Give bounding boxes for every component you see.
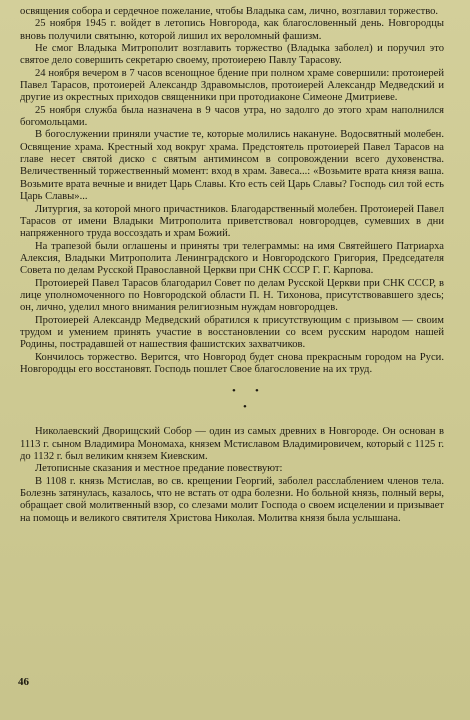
paragraph: Не смог Владыка Митрополит возглавить торжество (Владыка заболел) и поручил это святое дело совершить секретарю своему, протоиерею Павлу Тарасову. <box>20 43 444 67</box>
paragraph: 25 ноября служба была назначена в 9 часов утра, но задолго до этого храм наполнился богомольцами. <box>20 104 444 129</box>
paragraph: Протоиерей Александр Медведский обратился к присутствующим с призывом — своим трудом и умением принять участие в восстановлении со всем русским народом нашей Родины, пострадавшей от нашествия фашистских захватчиков. <box>20 314 444 351</box>
paragraph: Кончилось торжество. Верится, что Новгород будет снова прекрасным городом на Руси. Новгородцы его восстановят. Господь пошлет Свое благословение на их труд. <box>20 351 444 375</box>
separator-dot: • <box>255 385 259 398</box>
paragraph: освящения собора и сердечное пожелание, чтобы Владыка сам, лично, возглавил торжество. <box>20 6 439 17</box>
paragraph: 25 ноября 1945 г. войдет в летопись Новгорода, как благословенный день. Новгородцы вновь получили святыню, которой лишил их вероломный фашизм. <box>20 18 444 42</box>
paragraph: 24 ноября вечером в 7 часов всенощное бдение при полном храме совершили: протоиерей Павел Тарасов, протоиерей Александр Здравомыслов, протоиерей Александр Медведский и другие из окрестных приходов священники при протодиаконе Симеоне Дмитриеве. <box>20 67 444 104</box>
section-separator <box>20 383 444 421</box>
separator-dot: • <box>243 401 247 414</box>
paragraph: На трапезой были оглашены и приняты три телеграммы: на имя Святейшего Патриарха Алексия, Владыки Митрополита Ленинградского и Новгородского Григория, Председателя Совета по делам Русской Православной Церкви при СНК СССР Г. Г. Карпова. <box>20 240 444 277</box>
separator-dot: • <box>232 385 236 398</box>
paragraph: Николаевский Дворищский Собор — один из самых древних в Новгороде. Он основан в 1113 г. сыном Владимира Мономаха, князем Мстиславом Владимировичем, который с 1125 г. до 1132 г. был великим князем Киевским. <box>20 426 444 462</box>
page-number: 46 <box>18 676 29 688</box>
paragraph: В 1108 г. князь Мстислав, во св. крещении Георгий, заболел расслаблением членов тела. Болезнь затянулась, казалось, что не встать от одра болезни. Но больной князь, полный веры, обращает свой молитвенный взор, со слезами молит Господа о своем исцелении и призывает на помощь и великого святителя Христова Николая. Молитва князя была услышана. <box>20 475 444 524</box>
paragraph: В богослужении приняли участие те, которые молились накануне. Водосвятный молебен. Освящение храма. Крестный ход вокруг храма. Предстоятель протоиерей Павел Тарасов на главе несет святой диско с святым антиминсом в сопровождении всего духовенства. Величественный торжественный момент: вход в храм. Завеса...: «Возьмите врата князя ваша. Возьмите врата вечные и внидет Царь Славы. Кто есть сей Царь Славы? Господь сил той есть Царь Славы»... <box>20 129 444 203</box>
paragraph: Протоиерей Павел Тарасов благодарил Совет по делам Русской Церкви при СНК СССР, в лице уполномоченного по Новгородской области П. Н. Тихонова, присутствовавшего здесь; он, лично, уделил много внимания религиозным нуждам новгородцев. <box>20 277 444 314</box>
paragraph: Летописные сказания и местное предание повествуют: <box>35 463 283 475</box>
paragraph: Литургия, за которой много причастников. Благодарственный молебен. Протоиерей Павел Тарасов от имени Владыки Митрополита приветствовал новгородцев, сумевших в дни напряженного труда воссоздать и храм Божий. <box>20 203 444 240</box>
